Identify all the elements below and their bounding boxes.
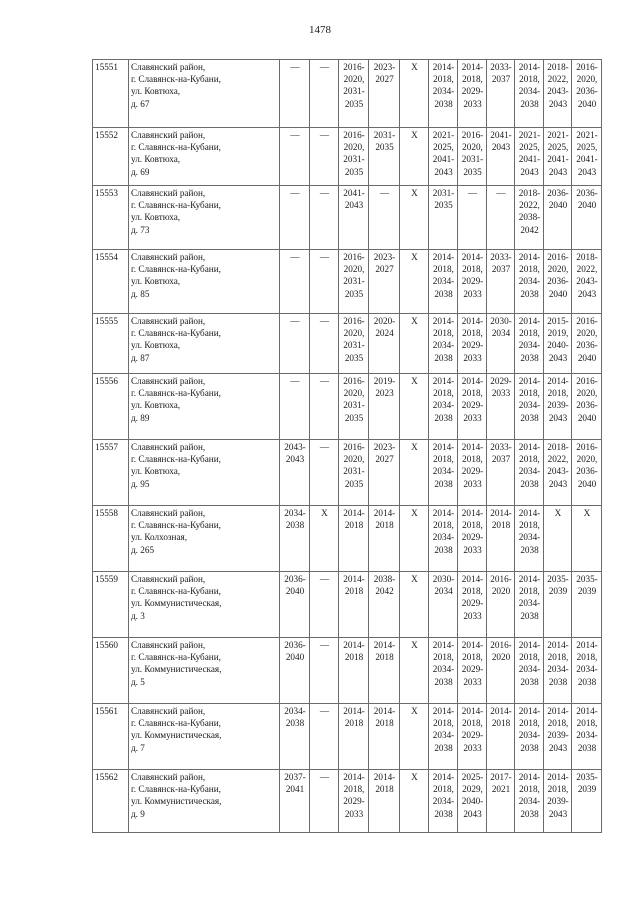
record-number: 15556 xyxy=(93,374,129,440)
period-cell: 2014- 2018, 2034- 2038 xyxy=(429,704,458,770)
record-number: 15552 xyxy=(93,128,129,186)
period-cell: 2014- 2018, 2039- 2043 xyxy=(544,704,572,770)
period-cell: 2014- 2018, 2034- 2038 xyxy=(515,770,544,833)
record-number: 15560 xyxy=(93,638,129,704)
record-number: 15561 xyxy=(93,704,129,770)
period-cell: 2031- 2035 xyxy=(429,186,458,250)
record-number: 15559 xyxy=(93,572,129,638)
period-cell: 2016- 2020, 2036- 2040 xyxy=(572,440,602,506)
address-cell: Славянский район, г. Славянск-на-Кубани, ул. Коммунистическая, д. 9 xyxy=(129,770,280,833)
period-cell: 2021- 2025, 2041- 2043 xyxy=(515,128,544,186)
period-cell: 2016- 2020 xyxy=(487,638,515,704)
period-cell: 2014- 2018 xyxy=(369,506,400,572)
period-cell: 2016- 2020, 2031- 2035 xyxy=(339,250,369,314)
period-cell: 2014- 2018, 2029- 2033 xyxy=(458,60,487,128)
period-cell: 2016- 2020, 2036- 2040 xyxy=(544,250,572,314)
period-cell: 2014- 2018 xyxy=(339,704,369,770)
period-cell: 2014- 2018 xyxy=(339,638,369,704)
period-cell: — xyxy=(310,572,339,638)
table-row xyxy=(93,374,602,440)
period-cell: 2014- 2018, 2029- 2033 xyxy=(458,704,487,770)
record-number: 15562 xyxy=(93,770,129,833)
period-cell: 2014- 2018, 2034- 2038 xyxy=(515,250,544,314)
address-cell: Славянский район, г. Славянск-на-Кубани, ул. Ковтюха, д. 85 xyxy=(129,250,280,314)
period-cell: — xyxy=(310,770,339,833)
period-cell: 2014- 2018, 2029- 2033 xyxy=(458,572,487,638)
table-row xyxy=(93,60,602,128)
address-cell: Славянский район, г. Славянск-на-Кубани, ул. Коммунистическая, д. 7 xyxy=(129,704,280,770)
period-cell: 2014- 2018, 2034- 2038 xyxy=(429,374,458,440)
table-row xyxy=(93,440,602,506)
period-cell: 2014- 2018, 2029- 2033 xyxy=(458,250,487,314)
period-cell: 2030- 2034 xyxy=(429,572,458,638)
period-cell: 2031- 2035 xyxy=(369,128,400,186)
period-cell: 2016- 2020, 2031- 2035 xyxy=(339,60,369,128)
period-cell: 2014- 2018, 2034- 2038 xyxy=(572,638,602,704)
period-cell: 2016- 2020, 2031- 2035 xyxy=(339,374,369,440)
period-cell: 2014- 2018, 2034- 2038 xyxy=(515,440,544,506)
period-cell: 2014- 2018, 2039- 2043 xyxy=(544,374,572,440)
record-number: 15558 xyxy=(93,506,129,572)
address-cell: Славянский район, г. Славянск-на-Кубани, ул. Коммунистическая, д. 5 xyxy=(129,638,280,704)
period-cell: 2034- 2038 xyxy=(280,506,310,572)
period-cell: 2015- 2019, 2040- 2043 xyxy=(544,314,572,374)
period-cell: — xyxy=(280,314,310,374)
period-cell: 2033- 2037 xyxy=(487,60,515,128)
period-cell: X xyxy=(400,506,429,572)
period-cell: 2018- 2022, 2043- 2043 xyxy=(544,60,572,128)
period-cell: 2016- 2020, 2036- 2040 xyxy=(572,314,602,374)
table-row xyxy=(93,506,602,572)
period-cell: 2036- 2040 xyxy=(280,572,310,638)
period-cell: 2036- 2040 xyxy=(544,186,572,250)
period-cell: — xyxy=(310,704,339,770)
period-cell: 2016- 2020, 2036- 2040 xyxy=(572,374,602,440)
record-number: 15557 xyxy=(93,440,129,506)
period-cell: 2018- 2022, 2038- 2042 xyxy=(515,186,544,250)
period-cell: 2036- 2040 xyxy=(572,186,602,250)
period-cell: 2014- 2018, 2034- 2038 xyxy=(572,704,602,770)
period-cell: 2016- 2020, 2031- 2035 xyxy=(339,314,369,374)
period-cell: — xyxy=(280,186,310,250)
address-cell: Славянский район, г. Славянск-на-Кубани, ул. Коммунистическая, д. 3 xyxy=(129,572,280,638)
period-cell: 2016- 2020, 2031- 2035 xyxy=(339,440,369,506)
period-cell: 2014- 2018, 2039- 2043 xyxy=(544,770,572,833)
period-cell: — xyxy=(487,186,515,250)
period-cell: X xyxy=(400,638,429,704)
period-cell: 2014- 2018, 2034- 2038 xyxy=(544,638,572,704)
period-cell: 2018- 2022, 2043- 2043 xyxy=(572,250,602,314)
period-cell: 2016- 2020, 2031- 2035 xyxy=(458,128,487,186)
period-cell: 2014- 2018 xyxy=(369,704,400,770)
period-cell: X xyxy=(310,506,339,572)
record-number: 15555 xyxy=(93,314,129,374)
page-number: 1478 xyxy=(309,24,331,36)
period-cell: 2014- 2018, 2029- 2033 xyxy=(339,770,369,833)
period-cell: 2014- 2018, 2034- 2038 xyxy=(429,250,458,314)
period-cell: — xyxy=(310,314,339,374)
period-cell: 2014- 2018, 2034- 2038 xyxy=(515,704,544,770)
period-cell: — xyxy=(310,186,339,250)
period-cell: 2014- 2018, 2034- 2038 xyxy=(429,770,458,833)
period-cell: 2021- 2025, 2041- 2043 xyxy=(429,128,458,186)
period-cell: 2037- 2041 xyxy=(280,770,310,833)
record-number: 15553 xyxy=(93,186,129,250)
period-cell: 2014- 2018, 2029- 2033 xyxy=(458,314,487,374)
period-cell: X xyxy=(400,250,429,314)
period-cell: 2014- 2018 xyxy=(339,572,369,638)
address-cell: Славянский район, г. Славянск-на-Кубани, ул. Ковтюха, д. 89 xyxy=(129,374,280,440)
period-cell: 2014- 2018, 2034- 2038 xyxy=(429,60,458,128)
period-cell: — xyxy=(280,128,310,186)
period-cell: 2018- 2022, 2043- 2043 xyxy=(544,440,572,506)
period-cell: — xyxy=(280,250,310,314)
period-cell: 2020- 2024 xyxy=(369,314,400,374)
period-cell: 2023- 2027 xyxy=(369,250,400,314)
period-cell: X xyxy=(400,314,429,374)
period-cell: — xyxy=(458,186,487,250)
period-cell: 2014- 2018, 2034- 2038 xyxy=(515,374,544,440)
period-cell: X xyxy=(400,128,429,186)
period-cell: 2033- 2037 xyxy=(487,440,515,506)
period-cell: X xyxy=(400,440,429,506)
address-cell: Славянский район, г. Славянск-на-Кубани, ул. Ковтюха, д. 69 xyxy=(129,128,280,186)
period-cell: 2021- 2025, 2041- 2043 xyxy=(572,128,602,186)
period-cell: 2014- 2018, 2029- 2033 xyxy=(458,638,487,704)
table-row xyxy=(93,186,602,250)
period-cell: X xyxy=(400,770,429,833)
period-cell: X xyxy=(400,374,429,440)
period-cell: 2016- 2020, 2031- 2035 xyxy=(339,128,369,186)
period-cell: — xyxy=(310,60,339,128)
period-cell: 2014- 2018, 2034- 2038 xyxy=(429,440,458,506)
period-cell: X xyxy=(400,704,429,770)
period-cell: X xyxy=(400,60,429,128)
period-cell: 2030- 2034 xyxy=(487,314,515,374)
period-cell: 2023- 2027 xyxy=(369,440,400,506)
period-cell: X xyxy=(400,572,429,638)
period-cell: 2025- 2029, 2040- 2043 xyxy=(458,770,487,833)
period-cell: 2035- 2039 xyxy=(572,572,602,638)
period-cell: 2014- 2018, 2029- 2033 xyxy=(458,506,487,572)
period-cell: 2014- 2018 xyxy=(487,506,515,572)
table-row xyxy=(93,704,602,770)
table-row xyxy=(93,770,602,833)
period-cell: — xyxy=(280,374,310,440)
period-cell: — xyxy=(310,250,339,314)
table-row xyxy=(93,128,602,186)
period-cell: 2014- 2018, 2034- 2038 xyxy=(515,638,544,704)
record-number: 15554 xyxy=(93,250,129,314)
period-cell: 2014- 2018, 2034- 2038 xyxy=(515,572,544,638)
period-cell: 2014- 2018, 2029- 2033 xyxy=(458,374,487,440)
period-cell: 2021- 2025, 2041- 2043 xyxy=(544,128,572,186)
period-cell: 2019- 2023 xyxy=(369,374,400,440)
address-cell: Славянский район, г. Славянск-на-Кубани, ул. Ковтюха, д. 73 xyxy=(129,186,280,250)
period-cell: 2029- 2033 xyxy=(487,374,515,440)
address-cell: Славянский район, г. Славянск-на-Кубани, ул. Ковтюха, д. 87 xyxy=(129,314,280,374)
period-cell: 2014- 2018, 2034- 2038 xyxy=(515,60,544,128)
period-cell: — xyxy=(280,60,310,128)
table-row xyxy=(93,572,602,638)
period-cell: X xyxy=(572,506,602,572)
period-cell: X xyxy=(400,186,429,250)
period-cell: 2038- 2042 xyxy=(369,572,400,638)
table-body xyxy=(93,60,602,833)
period-cell: 2014- 2018 xyxy=(369,770,400,833)
period-cell: 2014- 2018 xyxy=(369,638,400,704)
period-cell: 2033- 2037 xyxy=(487,250,515,314)
period-cell: 2041- 2043 xyxy=(487,128,515,186)
period-cell: 2035- 2039 xyxy=(544,572,572,638)
period-cell: 2014- 2018 xyxy=(487,704,515,770)
period-cell: — xyxy=(369,186,400,250)
address-cell: Славянский район, г. Славянск-на-Кубани, ул. Колхозная, д. 265 xyxy=(129,506,280,572)
period-cell: 2014- 2018, 2034- 2038 xyxy=(515,314,544,374)
housing-schedule-table xyxy=(92,59,602,833)
period-cell: 2016- 2020, 2036- 2040 xyxy=(572,60,602,128)
table-row xyxy=(93,638,602,704)
period-cell: 2016- 2020 xyxy=(487,572,515,638)
period-cell: — xyxy=(310,638,339,704)
table-row xyxy=(93,250,602,314)
period-cell: 2014- 2018, 2034- 2038 xyxy=(429,506,458,572)
period-cell: 2043- 2043 xyxy=(280,440,310,506)
period-cell: 2035- 2039 xyxy=(572,770,602,833)
period-cell: 2014- 2018, 2034- 2038 xyxy=(429,638,458,704)
period-cell: X xyxy=(544,506,572,572)
period-cell: 2014- 2018, 2029- 2033 xyxy=(458,440,487,506)
period-cell: 2014- 2018, 2034- 2038 xyxy=(515,506,544,572)
period-cell: 2034- 2038 xyxy=(280,704,310,770)
period-cell: 2023- 2027 xyxy=(369,60,400,128)
record-number: 15551 xyxy=(93,60,129,128)
period-cell: — xyxy=(310,374,339,440)
period-cell: 2014- 2018 xyxy=(339,506,369,572)
period-cell: 2036- 2040 xyxy=(280,638,310,704)
period-cell: — xyxy=(310,128,339,186)
period-cell: 2014- 2018, 2034- 2038 xyxy=(429,314,458,374)
period-cell: 2041- 2043 xyxy=(339,186,369,250)
period-cell: 2017- 2021 xyxy=(487,770,515,833)
address-cell: Славянский район, г. Славянск-на-Кубани, ул. Ковтюха, д. 95 xyxy=(129,440,280,506)
address-cell: Славянский район, г. Славянск-на-Кубани, ул. Ковтюха, д. 67 xyxy=(129,60,280,128)
table-row xyxy=(93,314,602,374)
period-cell: — xyxy=(310,440,339,506)
